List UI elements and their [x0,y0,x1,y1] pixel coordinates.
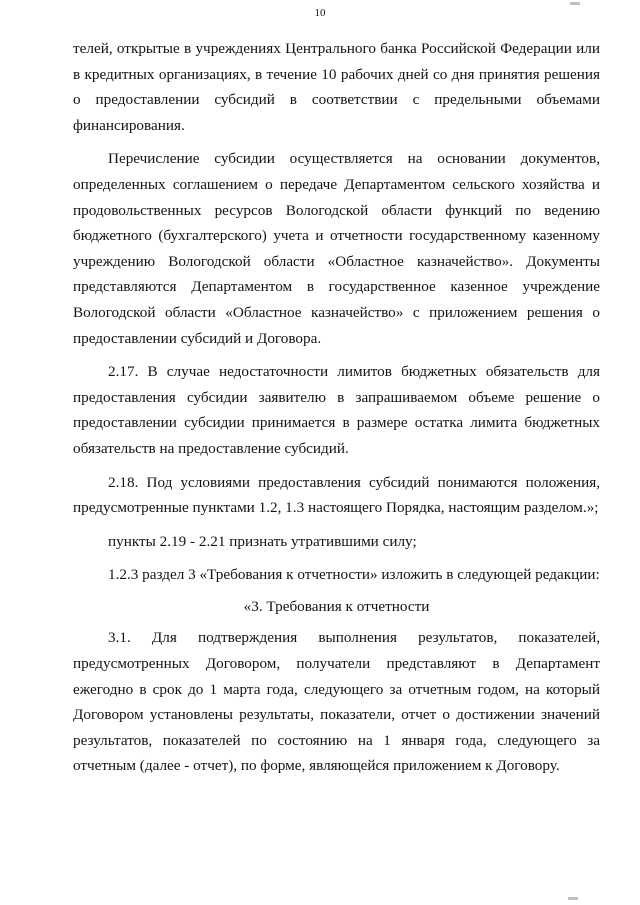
paragraph-3-1: 3.1. Для подтверждения выполнения результатов, показателей, предусмотренных Договором, получатели представляют в Департамент ежегодно в срок до 1 марта года, следующего за отчетным годом, на который Договором установлены результаты, показатели, отчет о достижении значений результатов, показателей по состоянию на 1 января года, следующего за отчетным (далее - отчет), по форме, являющейся приложением к Договору. [73,629,600,775]
scan-mark-top-right [570,2,580,5]
paragraph-2-18: 2.18. Под условиями предоставления субсидий понимаются положения, предусмотренные пунктами 1.2, 1.3 настоящего Порядка, настоящим разделом.»; [73,473,600,517]
paragraph-transfer: Перечисление субсидии осуществляется на основании документов, определенных соглашением о передаче Департаментом сельского хозяйства и продовольственных ресурсов Вологодской области функций по ведению бюджетного (бухгалтерского) учета и отчетности государственному казенному учреждению Вологодской области «Областное казначейство». Документы представляются Департаментом в государственное казенное учреждение Вологодской области «Областное казначейство» с приложением решения о предоставлении субсидий и Договора. [73,150,600,347]
scan-mark-bottom-right [568,897,578,900]
page-number: 10 [314,7,326,19]
paragraph-continuation: телей, открытые в учреждениях Центрального банка Российской Федерации или в кредитных организациях, в течение 10 рабочих дней со дня принятия решения о предоставлении субсидий в соответствии с предельными объемами финансирования. [73,40,600,134]
paragraph-points-invalid: пункты 2.19 - 2.21 признать утратившими силу; [108,532,417,550]
paragraph-2-17: 2.17. В случае недостаточности лимитов бюджетных обязательств для предоставления субсидии заявителю в запрашиваемом объеме решение о предоставлении субсидии принимается в размере остатка лимита бюджетных обязательств на предоставление субсидий. [73,363,600,457]
section-heading: «3. Требования к отчетности [243,597,430,615]
paragraph-section-3-amend: 1.2.3 раздел 3 «Требования к отчетности» изложить в следующей редакции: [108,566,600,584]
document-body [73,36,600,779]
